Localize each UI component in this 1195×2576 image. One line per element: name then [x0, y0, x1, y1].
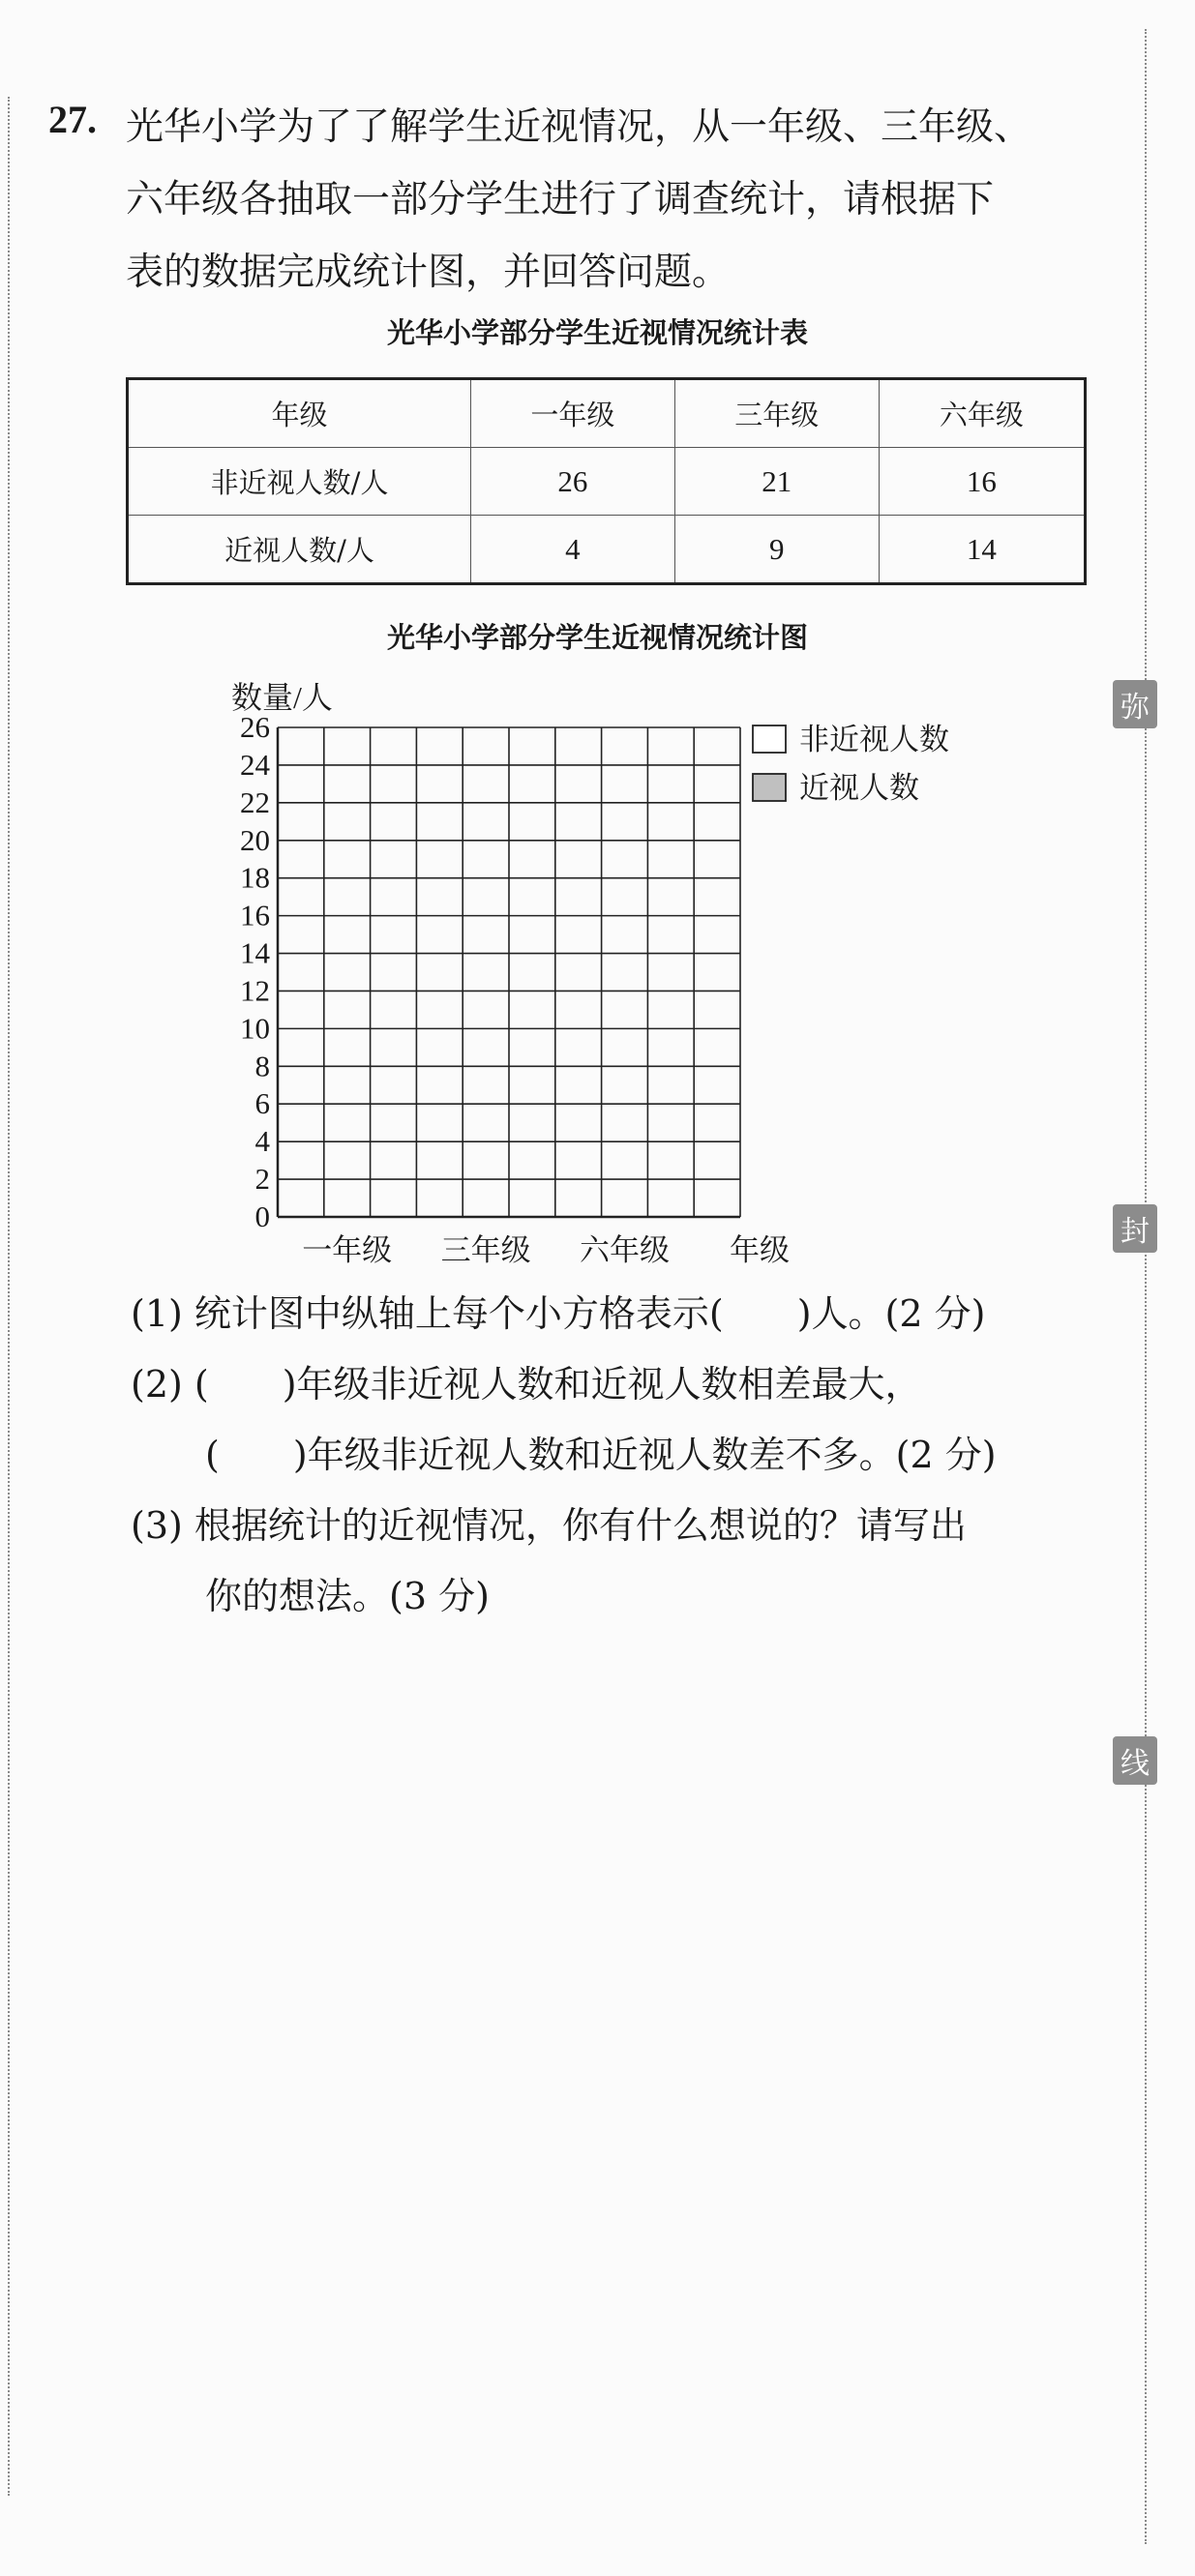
chart-title: 光华小学部分学生近视情况统计图 [386, 621, 808, 654]
side-tab-xian: 线 [1113, 1736, 1157, 1785]
legend-swatch [753, 774, 786, 801]
side-tab-mi: 弥 [1113, 680, 1157, 728]
legend-swatch [753, 725, 786, 753]
table-header-cell: 一年级 [471, 379, 675, 448]
sub-question-3-line-1: (3) 根据统计的近视情况，你有什么想说的？请写出 [131, 1504, 967, 1547]
table-header-cell: 三年级 [674, 379, 879, 448]
y-tick-label: 16 [240, 898, 270, 933]
sub-question-3-line-2: 你的想法。(3 分) [205, 1575, 490, 1617]
table-cell: 26 [471, 448, 675, 516]
y-tick-label: 2 [254, 1162, 270, 1197]
y-tick-label: 20 [240, 822, 270, 857]
table-header-cell: 年级 [128, 379, 471, 448]
y-tick-label: 4 [254, 1124, 270, 1159]
table-cell: 14 [879, 516, 1085, 584]
table-cell: 9 [674, 516, 879, 584]
y-tick-label: 24 [240, 747, 270, 782]
x-category-label: 三年级 [440, 1233, 531, 1267]
table-title: 光华小学部分学生近视情况统计表 [386, 316, 808, 349]
x-axis-label: 年级 [730, 1233, 790, 1267]
question-number: 27. [48, 98, 97, 141]
legend-label: 非近视人数 [799, 723, 949, 756]
table-cell: 16 [879, 448, 1085, 516]
y-tick-label: 14 [240, 935, 270, 970]
x-category-label: 一年级 [302, 1233, 393, 1267]
question-line-1: 光华小学为了了解学生近视情况，从一年级、三年级、 [126, 105, 1032, 149]
y-axis-label: 数量/人 [231, 680, 333, 715]
sub-question-2-line-2: ( )年级非近视人数和近视人数差不多。(2 分) [205, 1434, 997, 1476]
table-header-cell: 六年级 [879, 379, 1085, 448]
y-tick-label: 10 [240, 1011, 270, 1046]
table-row-label: 近视人数/人 [128, 516, 471, 584]
y-tick-label: 8 [254, 1049, 270, 1083]
y-tick-label: 6 [254, 1086, 270, 1121]
table-row-label: 非近视人数/人 [128, 448, 471, 516]
table-cell: 21 [674, 448, 879, 516]
table-cell: 4 [471, 516, 675, 584]
y-tick-label: 26 [240, 710, 270, 744]
bar-chart [0, 0, 1195, 1277]
x-category-label: 六年级 [580, 1233, 670, 1267]
question-line-3: 表的数据完成统计图，并回答问题。 [126, 251, 731, 294]
sub-question-2-line-1: (2) ( )年级非近视人数和近视人数相差最大， [131, 1363, 922, 1406]
legend-label: 近视人数 [799, 771, 919, 805]
y-tick-label: 18 [240, 860, 270, 895]
sub-question-1: (1) 统计图中纵轴上每个小方格表示( )人。(2 分) [131, 1292, 986, 1335]
question-line-2: 六年级各抽取一部分学生进行了调查统计，请根据下 [126, 178, 995, 222]
y-tick-label: 0 [254, 1199, 270, 1233]
y-tick-label: 22 [240, 785, 270, 819]
y-tick-label: 12 [240, 973, 270, 1008]
side-tab-feng: 封 [1113, 1204, 1157, 1253]
